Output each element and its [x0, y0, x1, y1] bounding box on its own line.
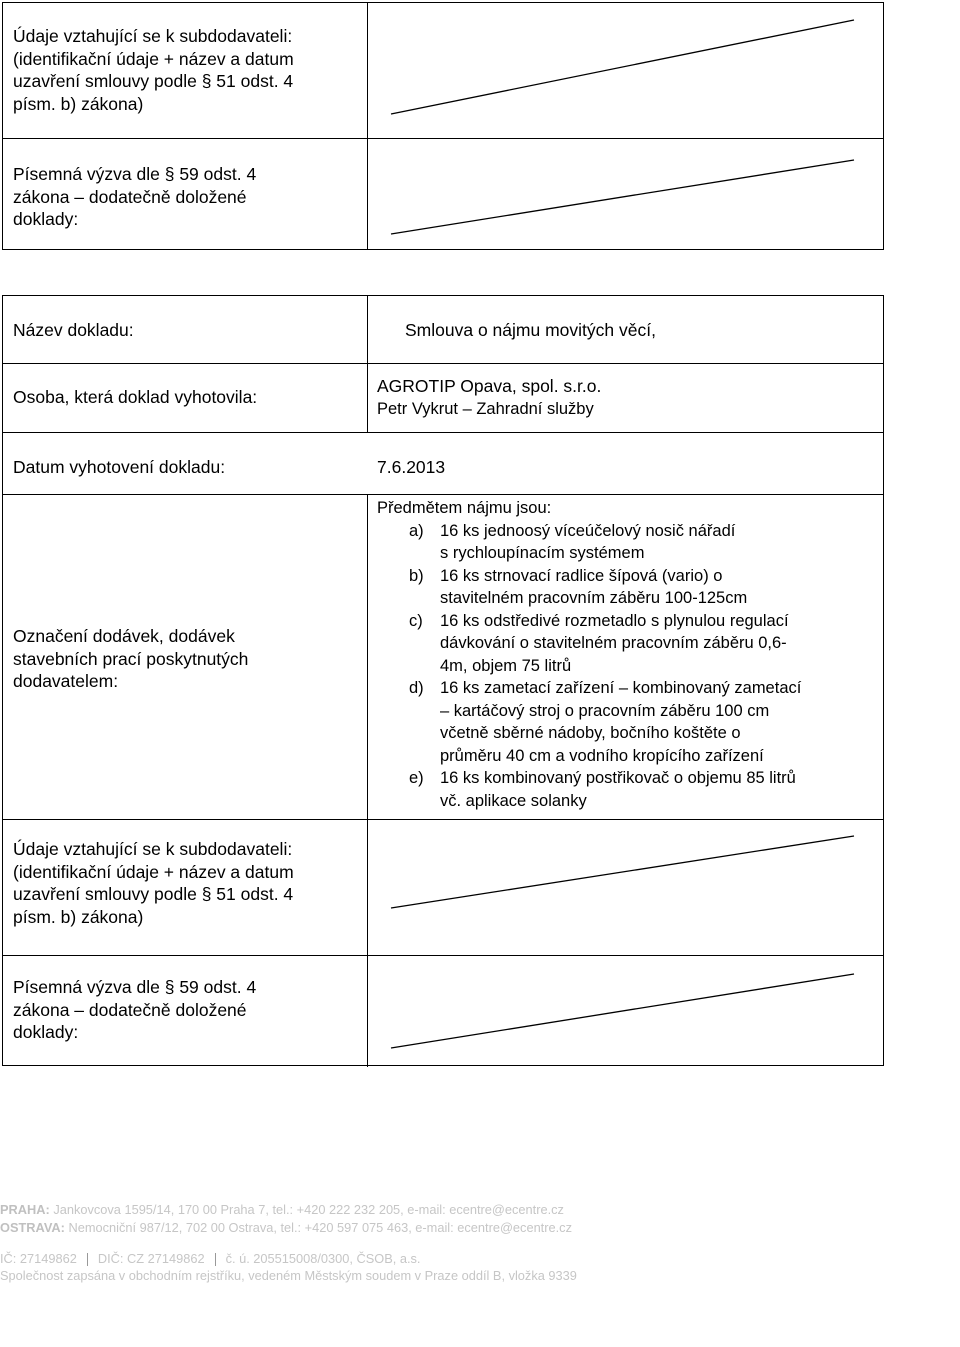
list-item [377, 677, 801, 767]
list-marker: e) [409, 769, 424, 787]
list-item-line: dávkování o stavitelném pracovním záběru 0,6- [440, 634, 787, 652]
list-item-line: 16 ks strnovací radlice šípová (vario) o [440, 566, 723, 585]
list-marker: a) [409, 521, 424, 540]
request-label: Písemná výzva dle § 59 odst. 4 zákona – dodatečně doložené doklady: [13, 977, 257, 1042]
footer-address-ostrava: OSTRAVA: Nemocniční 987/12, 702 00 Ostrava, tel.: +420 597 075 463, e-mail: ecentre@ecentre.cz [0, 1220, 572, 1235]
list-item-line: s rychloupínacím systémem [440, 544, 645, 562]
list-item [377, 610, 801, 678]
list-item-line: 16 ks kombinovaný postřikovač o objemu 85 litrů [440, 769, 796, 787]
deliveries-label: Označení dodávek, dodávek stavebních prací poskytnutých dodavatelem: [13, 626, 249, 691]
dic: DIČ: CZ 27149862 [97, 1251, 205, 1266]
list-item-line: 4m, objem 75 litrů [440, 656, 572, 675]
footer-registry: Společnost zapsána v obchodním rejstříku, vedeném Městským soudem v Praze oddíl B, vložka 9339 [0, 1268, 577, 1283]
list-item-line: průměru 40 cm a vodního kropícího zařízení [440, 746, 764, 765]
list-item-line: včetně sběrné nádoby, bočního koštěte o [440, 724, 741, 742]
request-label: Písemná výzva dle § 59 odst. 4 zákona – dodatečně doložené doklady: [13, 164, 257, 229]
list-item [377, 565, 801, 610]
list-item-line: 16 ks jednoosý víceúčelový nosič nářadí [440, 521, 736, 540]
list-item-line: 16 ks zametací zařízení – kombinovaný zametací [440, 679, 802, 697]
doc-name-value: Smlouva o nájmu movitých věcí, [405, 320, 656, 340]
author-value: AGROTIP Opava, spol. s.r.o. Petr Vykrut – Zahradní služby [377, 376, 602, 418]
subcontractor-label: Údaje vztahující se k subdodavateli: (identifikační údaje + název a datum uzavření smlouvy podle § 51 odst. 4 písm. b) zákona) [13, 26, 294, 114]
subcontractor-table-top [2, 2, 884, 250]
footer-address-praha: PRAHA: Jankovcova 1595/14, 170 00 Praha 7, tel.: +420 222 232 205, e-mail: ecentre@ecentre.cz [0, 1202, 564, 1217]
footer-company-ids [0, 1251, 421, 1267]
doc-name-label: Název dokladu: [13, 320, 134, 340]
list-item-line: 16 ks odstředivé rozmetadlo s plynulou regulací [440, 611, 789, 630]
author-label: Osoba, která doklad vyhotovila: [13, 387, 258, 407]
deliveries-list [377, 497, 801, 812]
list-marker: b) [409, 566, 424, 585]
list-marker: d) [409, 679, 424, 697]
list-item [377, 520, 801, 565]
deliveries-intro: Předmětem nájmu jsou: [377, 499, 552, 517]
ico: IČ: 27149862 [0, 1251, 77, 1266]
list-item [377, 767, 801, 812]
list-item-line: stavitelném pracovním záběru 100-125cm [440, 589, 748, 607]
list-item-line: vč. aplikace solanky [440, 791, 587, 810]
list-item-line: – kartáčový stroj o pracovním záběru 100 cm [440, 701, 770, 720]
account: č. ú. 205515008/0300, ČSOB, a.s. [225, 1251, 421, 1266]
date-label: Datum vyhotovení dokladu: [13, 457, 226, 477]
list-marker: c) [409, 611, 423, 630]
subcontractor-label: Údaje vztahující se k subdodavateli: (identifikační údaje + název a datum uzavření smlouvy podle § 51 odst. 4 písm. b) zákona) [13, 839, 294, 927]
date-value: 7.6.2013 [377, 457, 446, 477]
